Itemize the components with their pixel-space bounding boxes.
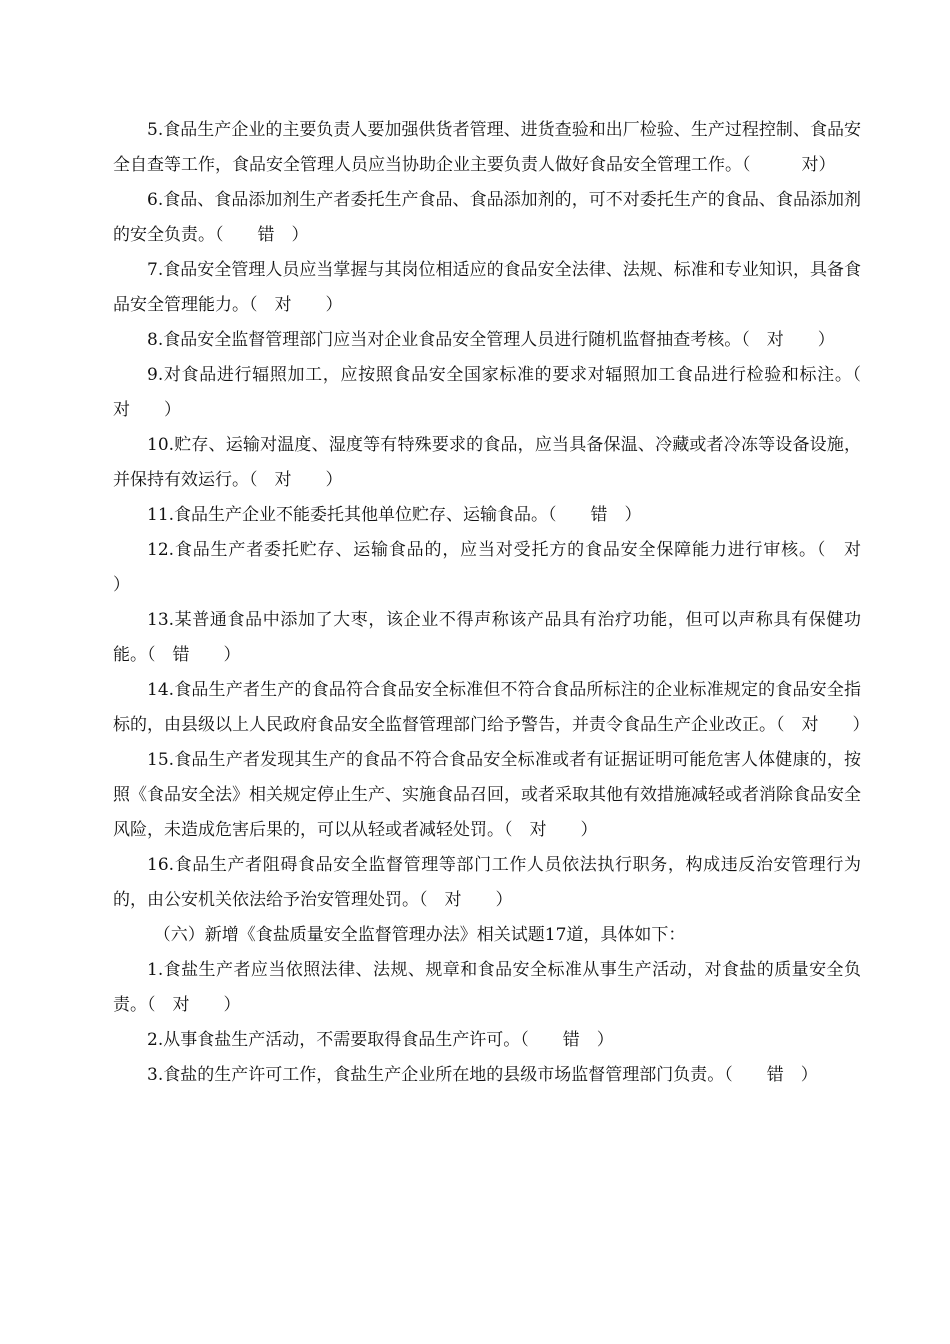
question-14: 14.食品生产者生产的食品符合食品安全标准但不符合食品所标注的企业标准规定的食品安全指标的，由县级以上人民政府食品安全监督管理部门给予警告，并责令食品生产企业改正。（ 对 ） — [113, 680, 870, 735]
question-7: 7.食品安全管理人员应当掌握与其岗位相适应的食品安全法律、法规、标准和专业知识，具备食品安全管理能力。（ 对 ） — [113, 260, 861, 315]
section-heading: （六）新增《食盐质量安全监督管理办法》相关试题17道，具体如下： — [153, 925, 686, 945]
question-12: 12.食品生产者委托贮存、运输食品的，应当对受托方的食品安全保障能力进行审核。（ 对 ） — [113, 540, 895, 595]
question-11: 11.食品生产企业不能委托其他单位贮存、运输食品。（ 错 ） — [147, 505, 642, 525]
document-page — [113, 113, 895, 1093]
question-5: 5.食品生产企业的主要负责人要加强供货者管理、进货查验和出厂检验、生产过程控制、食品安全自查等工作，食品安全管理人员应当协助企业主要负责人做好食品安全管理工作。（ 对） — [113, 120, 861, 175]
salt-question-2: 2.从事食盐生产活动，不需要取得食品生产许可。（ 错 ） — [147, 1030, 614, 1050]
question-13: 13.某普通食品中添加了大枣，该企业不得声称该产品具有治疗功能，但可以声称具有保健功能。（ 错 ） — [113, 610, 861, 665]
question-15: 15.食品生产者发现其生产的食品不符合食品安全标准或者有证据证明可能危害人体健康的，按照《食品安全法》相关规定停止生产、实施食品召回，或者采取其他有效措施减轻或者消除食品安全风险，未造成危害后果的，可以从轻或者减轻处罚。（ 对 ） — [113, 750, 861, 840]
question-16: 16.食品生产者阻碍食品安全监督管理等部门工作人员依法执行职务，构成违反治安管理行为的，由公安机关依法给予治安管理处罚。（ 对 ） — [113, 855, 861, 910]
question-8: 8.食品安全监督管理部门应当对企业食品安全管理人员进行随机监督抽查考核。（ 对 ） — [147, 330, 835, 350]
salt-question-3: 3.食盐的生产许可工作，食盐生产企业所在地的县级市场监督管理部门负责。（ 错 ） — [147, 1065, 818, 1085]
question-6: 6.食品、食品添加剂生产者委托生产食品、食品添加剂的，可不对委托生产的食品、食品添加剂的安全负责。（ 错 ） — [113, 190, 861, 245]
question-10: 10.贮存、运输对温度、湿度等有特殊要求的食品，应当具备保温、冷藏或者冷冻等设备设施，并保持有效运行。（ 对 ） — [113, 435, 861, 490]
salt-question-1: 1.食盐生产者应当依照法律、法规、规章和食品安全标准从事生产活动，对食盐的质量安全负责。（ 对 ） — [113, 960, 861, 1015]
question-9: 9.对食品进行辐照加工，应按照食品安全国家标准的要求对辐照加工食品进行检验和标注。（ 对 ） — [113, 365, 878, 420]
